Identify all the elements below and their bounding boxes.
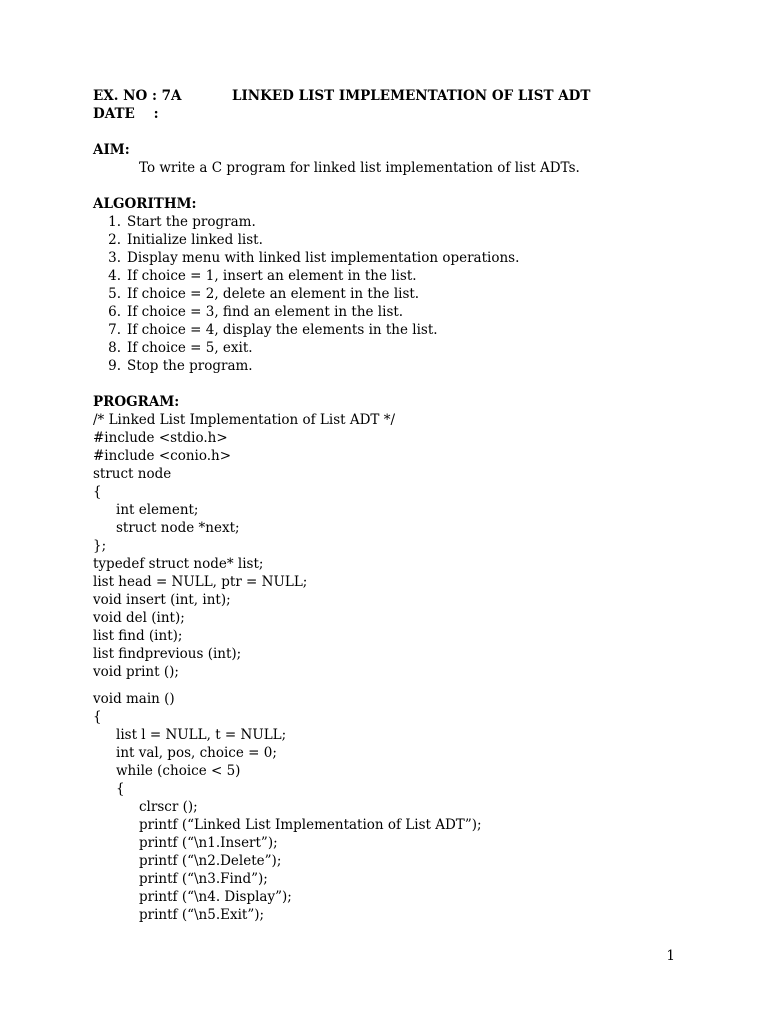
document-title: LINKED LIST IMPLEMENTATION OF LIST ADT <box>232 88 591 104</box>
page-number: 1 <box>666 948 675 964</box>
step-number: 4. <box>108 268 121 284</box>
code-line: /* Linked List Implementation of List ADT */ <box>93 412 396 428</box>
step-text: Display menu with linked list implementation operations. <box>127 250 520 266</box>
step-text: If choice = 5, exit. <box>127 340 253 356</box>
step-number: 9. <box>108 358 121 374</box>
algorithm-step <box>93 339 519 357</box>
step-text: If choice = 4, display the elements in the list. <box>127 322 438 338</box>
step-number: 2. <box>108 232 121 248</box>
code-line: printf (“\n1.Insert”); <box>139 835 278 851</box>
exercise-number: EX. NO : 7A <box>93 88 182 104</box>
code-line: void print (); <box>93 664 179 680</box>
code-line: void insert (int, int); <box>93 592 231 608</box>
code-line: printf (“\n4. Display”); <box>139 889 292 905</box>
code-line: int element; <box>116 502 199 518</box>
step-text: If choice = 3, find an element in the list. <box>127 304 404 320</box>
algorithm-step <box>93 303 519 321</box>
algorithm-step <box>93 213 519 231</box>
aim-heading: AIM: <box>93 142 130 158</box>
step-number: 8. <box>108 340 121 356</box>
step-text: If choice = 1, insert an element in the list. <box>127 268 417 284</box>
step-text: Initialize linked list. <box>127 232 263 248</box>
step-number: 6. <box>108 304 121 320</box>
code-line: list head = NULL, ptr = NULL; <box>93 574 308 590</box>
code-line: { <box>93 484 102 500</box>
algorithm-step <box>93 231 519 249</box>
algorithm-heading: ALGORITHM: <box>93 196 197 212</box>
code-line: int val, pos, choice = 0; <box>116 745 277 761</box>
code-line: typedef struct node* list; <box>93 556 264 572</box>
code-line: #include <conio.h> <box>93 448 232 464</box>
step-number: 5. <box>108 286 121 302</box>
algorithm-step <box>93 357 519 375</box>
code-line: #include <stdio.h> <box>93 430 228 446</box>
code-line: while (choice < 5) <box>116 763 241 779</box>
code-line: { <box>93 709 102 725</box>
algorithm-step <box>93 285 519 303</box>
algorithm-step <box>93 321 519 339</box>
algorithm-step <box>93 249 519 267</box>
code-line: void del (int); <box>93 610 185 626</box>
code-line: struct node *next; <box>116 520 240 536</box>
code-line: clrscr (); <box>139 799 198 815</box>
code-line: void main () <box>93 691 175 707</box>
code-line: { <box>116 781 125 797</box>
algorithm-step <box>93 267 519 285</box>
code-line: list findprevious (int); <box>93 646 242 662</box>
code-line: list find (int); <box>93 628 183 644</box>
code-line: struct node <box>93 466 172 482</box>
code-line: list l = NULL, t = NULL; <box>116 727 287 743</box>
code-line: printf (“\n2.Delete”); <box>139 853 282 869</box>
code-line: printf (“\n3.Find”); <box>139 871 268 887</box>
step-number: 7. <box>108 322 121 338</box>
step-number: 3. <box>108 250 121 266</box>
aim-text: To write a C program for linked list implementation of list ADTs. <box>139 160 580 176</box>
step-text: If choice = 2, delete an element in the list. <box>127 286 420 302</box>
step-text: Stop the program. <box>127 358 253 374</box>
date-label: DATE : <box>93 106 159 122</box>
algorithm-steps <box>93 213 519 375</box>
program-code <box>93 411 482 924</box>
code-line: }; <box>93 538 107 554</box>
code-line: printf (“Linked List Implementation of List ADT”); <box>139 817 482 833</box>
program-heading: PROGRAM: <box>93 394 180 410</box>
step-text: Start the program. <box>127 214 256 230</box>
step-number: 1. <box>108 214 121 230</box>
code-line: printf (“\n5.Exit”); <box>139 907 265 923</box>
